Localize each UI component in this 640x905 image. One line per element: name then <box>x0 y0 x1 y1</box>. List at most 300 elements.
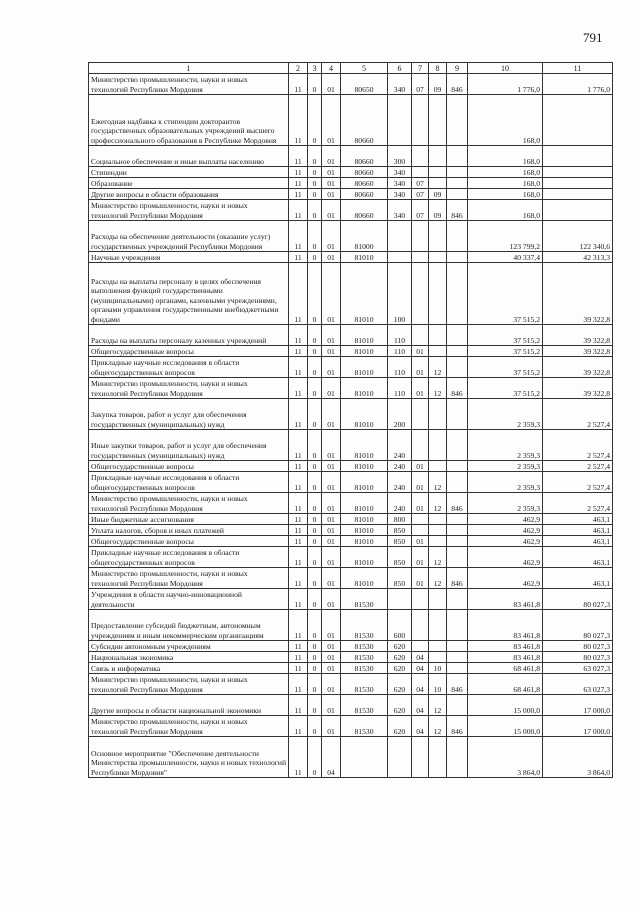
section-cell: 07 <box>412 178 429 189</box>
code-cell: 0 <box>308 178 322 189</box>
code-cell: 11 <box>289 252 308 263</box>
expense-type-cell: 620 <box>388 641 412 652</box>
row-name-cell: Расходы на выплаты персоналу казенных учреждений <box>89 325 289 346</box>
row-name-cell: Образование <box>89 178 289 189</box>
row-name-cell: Связь и информатика <box>89 663 289 674</box>
code-cell: 0 <box>308 430 322 461</box>
amount-year2-cell: 17 000,0 <box>543 716 613 737</box>
code-cell: 11 <box>289 325 308 346</box>
section-cell <box>412 95 429 146</box>
code-cell: 0 <box>308 263 322 325</box>
subsection-cell <box>429 430 447 461</box>
amount-year1-cell: 68 461,8 <box>468 674 543 695</box>
table-row <box>89 221 613 252</box>
subsection-cell <box>429 167 447 178</box>
expense-type-cell: 850 <box>388 525 412 536</box>
code-cell: 0 <box>308 472 322 493</box>
target-article-cell: 81530 <box>341 652 388 663</box>
expense-type-cell: 850 <box>388 568 412 589</box>
expense-type-cell: 620 <box>388 663 412 674</box>
code-cell: 11 <box>289 547 308 568</box>
row-name-cell: Общегосударственные вопросы <box>89 346 289 357</box>
table-row <box>89 536 613 547</box>
page-number: 791 <box>583 30 603 45</box>
expense-type-cell: 110 <box>388 378 412 399</box>
amount-year2-cell: 80 027,3 <box>543 641 613 652</box>
row-name-cell: Прикладные научные исследования в области общегосударственных вопросов <box>89 472 289 493</box>
row-name-cell: Иные бюджетные ассигнования <box>89 514 289 525</box>
row-name-cell: Министерство промышленности, науки и новых технологий Республики Мордовия <box>89 493 289 514</box>
code-cell: 01 <box>322 695 341 716</box>
code-cell: 0 <box>308 737 322 778</box>
table-row <box>89 399 613 430</box>
code-cell: 11 <box>289 178 308 189</box>
code-cell: 11 <box>289 652 308 663</box>
amount-year1-cell: 37 515,2 <box>468 378 543 399</box>
code-cell: 01 <box>322 252 341 263</box>
section-cell: 01 <box>412 346 429 357</box>
target-article-cell: 81530 <box>341 674 388 695</box>
code-cell: 0 <box>308 514 322 525</box>
row-name-cell: Учреждения в области научно-инновационной деятельности <box>89 589 289 610</box>
amount-year1-cell: 83 461,8 <box>468 610 543 641</box>
target-article-cell: 81530 <box>341 589 388 610</box>
table-row <box>89 737 613 778</box>
amount-year1-cell: 83 461,8 <box>468 589 543 610</box>
code-cell: 11 <box>289 525 308 536</box>
amount-year1-cell: 123 799,2 <box>468 221 543 252</box>
subsection-cell: 12 <box>429 547 447 568</box>
subsection-cell: 09 <box>429 74 447 95</box>
row-name-cell: Министерство промышленности, науки и новых технологий Республики Мордовия <box>89 378 289 399</box>
amount-year1-cell: 462,9 <box>468 514 543 525</box>
amount-year2-cell: 39 322,8 <box>543 346 613 357</box>
amount-year2-cell: 80 027,3 <box>543 610 613 641</box>
amount-year1-cell: 462,9 <box>468 547 543 568</box>
row-name-cell: Ежегодная надбавка к стипендии докторантов государственных образовательных учреждений высшего профессионального образования в Республике Мордовия <box>89 95 289 146</box>
table-row <box>89 252 613 263</box>
code-cell: 01 <box>322 95 341 146</box>
target-article-cell: 80660 <box>341 189 388 200</box>
column-header: 2 <box>289 63 308 74</box>
table-row <box>89 189 613 200</box>
amount-year2-cell <box>543 146 613 167</box>
ministry-code-cell: 846 <box>447 716 468 737</box>
ministry-code-cell <box>447 263 468 325</box>
expense-type-cell: 600 <box>388 610 412 641</box>
code-cell: 04 <box>322 737 341 778</box>
table-row <box>89 663 613 674</box>
amount-year1-cell: 168,0 <box>468 178 543 189</box>
budget-table <box>88 62 613 778</box>
column-header: 1 <box>89 63 289 74</box>
ministry-code-cell: 846 <box>447 674 468 695</box>
ministry-code-cell: 846 <box>447 74 468 95</box>
amount-year2-cell <box>543 167 613 178</box>
code-cell: 0 <box>308 221 322 252</box>
amount-year2-cell: 2 527,4 <box>543 461 613 472</box>
ministry-code-cell: 846 <box>447 200 468 221</box>
table-row <box>89 357 613 378</box>
target-article-cell: 81530 <box>341 641 388 652</box>
code-cell: 01 <box>322 652 341 663</box>
amount-year1-cell: 168,0 <box>468 200 543 221</box>
section-cell: 04 <box>412 716 429 737</box>
table-row <box>89 95 613 146</box>
ministry-code-cell <box>447 167 468 178</box>
code-cell: 11 <box>289 568 308 589</box>
subsection-cell <box>429 514 447 525</box>
target-article-cell: 81010 <box>341 430 388 461</box>
expense-type-cell: 620 <box>388 652 412 663</box>
amount-year1-cell: 168,0 <box>468 95 543 146</box>
subsection-cell: 10 <box>429 674 447 695</box>
ministry-code-cell <box>447 189 468 200</box>
code-cell: 01 <box>322 221 341 252</box>
code-cell: 01 <box>322 325 341 346</box>
target-article-cell: 80650 <box>341 74 388 95</box>
expense-type-cell: 340 <box>388 167 412 178</box>
table-row <box>89 514 613 525</box>
expense-type-cell: 300 <box>388 146 412 167</box>
target-article-cell: 81010 <box>341 472 388 493</box>
expense-type-cell: 110 <box>388 346 412 357</box>
ministry-code-cell <box>447 146 468 167</box>
target-article-cell: 81010 <box>341 399 388 430</box>
header-row <box>89 63 613 74</box>
code-cell: 01 <box>322 589 341 610</box>
ministry-code-cell <box>447 663 468 674</box>
code-cell: 11 <box>289 263 308 325</box>
code-cell: 01 <box>322 472 341 493</box>
table-row <box>89 178 613 189</box>
amount-year1-cell: 2 359,3 <box>468 472 543 493</box>
table-body <box>89 74 613 778</box>
amount-year1-cell: 168,0 <box>468 189 543 200</box>
code-cell: 01 <box>322 461 341 472</box>
column-header: 7 <box>412 63 429 74</box>
subsection-cell <box>429 589 447 610</box>
code-cell: 0 <box>308 399 322 430</box>
code-cell: 0 <box>308 189 322 200</box>
code-cell: 0 <box>308 357 322 378</box>
table-row <box>89 167 613 178</box>
amount-year2-cell: 2 527,4 <box>543 472 613 493</box>
column-header: 4 <box>322 63 341 74</box>
section-cell <box>412 610 429 641</box>
table-row <box>89 461 613 472</box>
ministry-code-cell <box>447 461 468 472</box>
amount-year1-cell: 37 515,2 <box>468 346 543 357</box>
column-header: 3 <box>308 63 322 74</box>
ministry-code-cell <box>447 547 468 568</box>
code-cell: 0 <box>308 95 322 146</box>
amount-year1-cell: 462,9 <box>468 525 543 536</box>
ministry-code-cell <box>447 652 468 663</box>
amount-year2-cell: 80 027,3 <box>543 652 613 663</box>
section-cell: 01 <box>412 357 429 378</box>
target-article-cell: 81010 <box>341 493 388 514</box>
amount-year2-cell: 39 322,8 <box>543 357 613 378</box>
section-cell: 04 <box>412 663 429 674</box>
code-cell: 11 <box>289 536 308 547</box>
target-article-cell: 81010 <box>341 568 388 589</box>
row-name-cell: Министерство промышленности, науки и новых технологий Республики Мордовия <box>89 716 289 737</box>
row-name-cell: Министерство промышленности, науки и новых технологий Республики Мордовия <box>89 74 289 95</box>
target-article-cell: 81010 <box>341 252 388 263</box>
row-name-cell: Другие вопросы в области национальной экономики <box>89 695 289 716</box>
code-cell: 11 <box>289 589 308 610</box>
section-cell <box>412 399 429 430</box>
table-row <box>89 493 613 514</box>
row-name-cell: Министерство промышленности, науки и новых технологий Республики Мордовия <box>89 568 289 589</box>
table-row <box>89 472 613 493</box>
expense-type-cell <box>388 737 412 778</box>
expense-type-cell <box>388 252 412 263</box>
code-cell: 11 <box>289 663 308 674</box>
ministry-code-cell <box>447 221 468 252</box>
ministry-code-cell: 846 <box>447 493 468 514</box>
amount-year2-cell: 80 027,3 <box>543 589 613 610</box>
amount-year2-cell: 39 322,8 <box>543 378 613 399</box>
amount-year2-cell: 39 322,8 <box>543 325 613 346</box>
code-cell: 11 <box>289 378 308 399</box>
ministry-code-cell <box>447 695 468 716</box>
section-cell <box>412 325 429 346</box>
target-article-cell: 81530 <box>341 663 388 674</box>
target-article-cell: 81010 <box>341 536 388 547</box>
code-cell: 11 <box>289 146 308 167</box>
code-cell: 11 <box>289 461 308 472</box>
row-name-cell: Прикладные научные исследования в области общегосударственных вопросов <box>89 357 289 378</box>
subsection-cell <box>429 146 447 167</box>
subsection-cell <box>429 525 447 536</box>
code-cell: 01 <box>322 525 341 536</box>
amount-year2-cell: 42 313,3 <box>543 252 613 263</box>
amount-year2-cell: 39 322,8 <box>543 263 613 325</box>
table-row <box>89 652 613 663</box>
table-row <box>89 589 613 610</box>
section-cell: 07 <box>412 74 429 95</box>
table-row <box>89 263 613 325</box>
expense-type-cell: 850 <box>388 547 412 568</box>
subsection-cell: 12 <box>429 695 447 716</box>
ministry-code-cell: 846 <box>447 378 468 399</box>
subsection-cell <box>429 641 447 652</box>
row-name-cell: Научные учреждения <box>89 252 289 263</box>
code-cell: 01 <box>322 663 341 674</box>
subsection-cell: 12 <box>429 493 447 514</box>
subsection-cell <box>429 346 447 357</box>
target-article-cell: 81530 <box>341 716 388 737</box>
code-cell: 01 <box>322 399 341 430</box>
ministry-code-cell <box>447 252 468 263</box>
section-cell: 01 <box>412 493 429 514</box>
target-article-cell: 80660 <box>341 146 388 167</box>
code-cell: 01 <box>322 357 341 378</box>
subsection-cell: 12 <box>429 472 447 493</box>
code-cell: 11 <box>289 493 308 514</box>
subsection-cell: 12 <box>429 716 447 737</box>
code-cell: 11 <box>289 167 308 178</box>
amount-year1-cell: 2 359,3 <box>468 461 543 472</box>
code-cell: 11 <box>289 737 308 778</box>
target-article-cell: 81010 <box>341 525 388 536</box>
subsection-cell <box>429 221 447 252</box>
target-article-cell: 80660 <box>341 167 388 178</box>
ministry-code-cell <box>447 525 468 536</box>
subsection-cell <box>429 95 447 146</box>
amount-year2-cell: 463,1 <box>543 547 613 568</box>
table-row <box>89 695 613 716</box>
row-name-cell: Министерство промышленности, науки и новых технологий Республики Мордовия <box>89 674 289 695</box>
code-cell: 11 <box>289 674 308 695</box>
code-cell: 11 <box>289 610 308 641</box>
table-row <box>89 430 613 461</box>
subsection-cell: 09 <box>429 189 447 200</box>
code-cell: 0 <box>308 493 322 514</box>
subsection-cell <box>429 610 447 641</box>
ministry-code-cell <box>447 472 468 493</box>
table-row <box>89 346 613 357</box>
amount-year1-cell: 40 337,4 <box>468 252 543 263</box>
table-row <box>89 547 613 568</box>
amount-year2-cell: 3 864,0 <box>543 737 613 778</box>
ministry-code-cell <box>447 589 468 610</box>
code-cell: 11 <box>289 514 308 525</box>
section-cell <box>412 641 429 652</box>
expense-type-cell <box>388 221 412 252</box>
amount-year1-cell: 15 000,0 <box>468 695 543 716</box>
target-article-cell: 81010 <box>341 357 388 378</box>
row-name-cell: Общегосударственные вопросы <box>89 536 289 547</box>
code-cell: 0 <box>308 536 322 547</box>
subsection-cell: 12 <box>429 568 447 589</box>
target-article-cell: 81530 <box>341 610 388 641</box>
amount-year2-cell <box>543 95 613 146</box>
code-cell: 0 <box>308 652 322 663</box>
code-cell: 11 <box>289 346 308 357</box>
ministry-code-cell <box>447 178 468 189</box>
code-cell: 11 <box>289 430 308 461</box>
amount-year1-cell: 462,9 <box>468 568 543 589</box>
code-cell: 0 <box>308 663 322 674</box>
ministry-code-cell <box>447 430 468 461</box>
code-cell: 01 <box>322 547 341 568</box>
row-name-cell: Расходы на выплаты персоналу в целях обеспечения выполнения функций государственными (муниципальными) органами, казенными учреждениями, органами управления государственными внебюджетными фондами <box>89 263 289 325</box>
code-cell: 01 <box>322 146 341 167</box>
column-header: 10 <box>468 63 543 74</box>
amount-year1-cell: 462,9 <box>468 536 543 547</box>
code-cell: 0 <box>308 74 322 95</box>
code-cell: 11 <box>289 641 308 652</box>
expense-type-cell: 620 <box>388 695 412 716</box>
ministry-code-cell <box>447 95 468 146</box>
code-cell: 01 <box>322 641 341 652</box>
ministry-code-cell <box>447 346 468 357</box>
row-name-cell: Иные закупки товаров, работ и услуг для обеспечения государственных (муниципальных) нужд <box>89 430 289 461</box>
amount-year2-cell: 17 000,0 <box>543 695 613 716</box>
code-cell: 01 <box>322 200 341 221</box>
amount-year2-cell: 2 527,4 <box>543 399 613 430</box>
subsection-cell <box>429 737 447 778</box>
target-article-cell: 80660 <box>341 178 388 189</box>
code-cell: 01 <box>322 610 341 641</box>
section-cell <box>412 525 429 536</box>
row-name-cell: Стипендии <box>89 167 289 178</box>
subsection-cell <box>429 325 447 346</box>
code-cell: 01 <box>322 263 341 325</box>
section-cell <box>412 252 429 263</box>
code-cell: 01 <box>322 674 341 695</box>
code-cell: 01 <box>322 430 341 461</box>
subsection-cell <box>429 652 447 663</box>
row-name-cell: Основное мероприятие "Обеспечение деятельности Министерства промышленности, науки и новых технологий Республики Мордовия" <box>89 737 289 778</box>
ministry-code-cell <box>447 641 468 652</box>
expense-type-cell: 620 <box>388 716 412 737</box>
code-cell: 11 <box>289 74 308 95</box>
expense-type-cell: 620 <box>388 674 412 695</box>
amount-year2-cell: 63 027,3 <box>543 674 613 695</box>
column-header: 6 <box>388 63 412 74</box>
table-row <box>89 610 613 641</box>
expense-type-cell: 100 <box>388 263 412 325</box>
row-name-cell: Расходы на обеспечение деятельности (оказание услуг) государственных учреждений Республики Мордовия <box>89 221 289 252</box>
subsection-cell <box>429 252 447 263</box>
code-cell: 0 <box>308 252 322 263</box>
code-cell: 0 <box>308 547 322 568</box>
code-cell: 0 <box>308 378 322 399</box>
table-row <box>89 74 613 95</box>
target-article-cell: 81010 <box>341 378 388 399</box>
amount-year1-cell: 37 515,2 <box>468 325 543 346</box>
subsection-cell <box>429 178 447 189</box>
ministry-code-cell <box>447 399 468 430</box>
row-name-cell: Прикладные научные исследования в области общегосударственных вопросов <box>89 547 289 568</box>
subsection-cell <box>429 461 447 472</box>
section-cell <box>412 221 429 252</box>
expense-type-cell: 340 <box>388 178 412 189</box>
table-row <box>89 641 613 652</box>
amount-year1-cell: 3 864,0 <box>468 737 543 778</box>
expense-type-cell: 340 <box>388 200 412 221</box>
table-row <box>89 525 613 536</box>
amount-year2-cell: 1 776,0 <box>543 74 613 95</box>
subsection-cell: 12 <box>429 378 447 399</box>
code-cell: 01 <box>322 346 341 357</box>
table-row <box>89 674 613 695</box>
column-header: 8 <box>429 63 447 74</box>
amount-year1-cell: 168,0 <box>468 146 543 167</box>
code-cell: 11 <box>289 95 308 146</box>
amount-year1-cell: 83 461,8 <box>468 641 543 652</box>
code-cell: 0 <box>308 610 322 641</box>
row-name-cell: Другие вопросы в области образования <box>89 189 289 200</box>
table-row <box>89 378 613 399</box>
amount-year1-cell: 15 000,0 <box>468 716 543 737</box>
expense-type-cell: 240 <box>388 472 412 493</box>
expense-type-cell: 240 <box>388 493 412 514</box>
expense-type-cell: 800 <box>388 514 412 525</box>
target-article-cell: 81530 <box>341 695 388 716</box>
expense-type-cell: 850 <box>388 536 412 547</box>
amount-year2-cell: 2 527,4 <box>543 430 613 461</box>
section-cell: 01 <box>412 461 429 472</box>
section-cell <box>412 167 429 178</box>
row-name-cell: Субсидии автономным учреждениям <box>89 641 289 652</box>
amount-year2-cell <box>543 178 613 189</box>
amount-year2-cell: 463,1 <box>543 514 613 525</box>
